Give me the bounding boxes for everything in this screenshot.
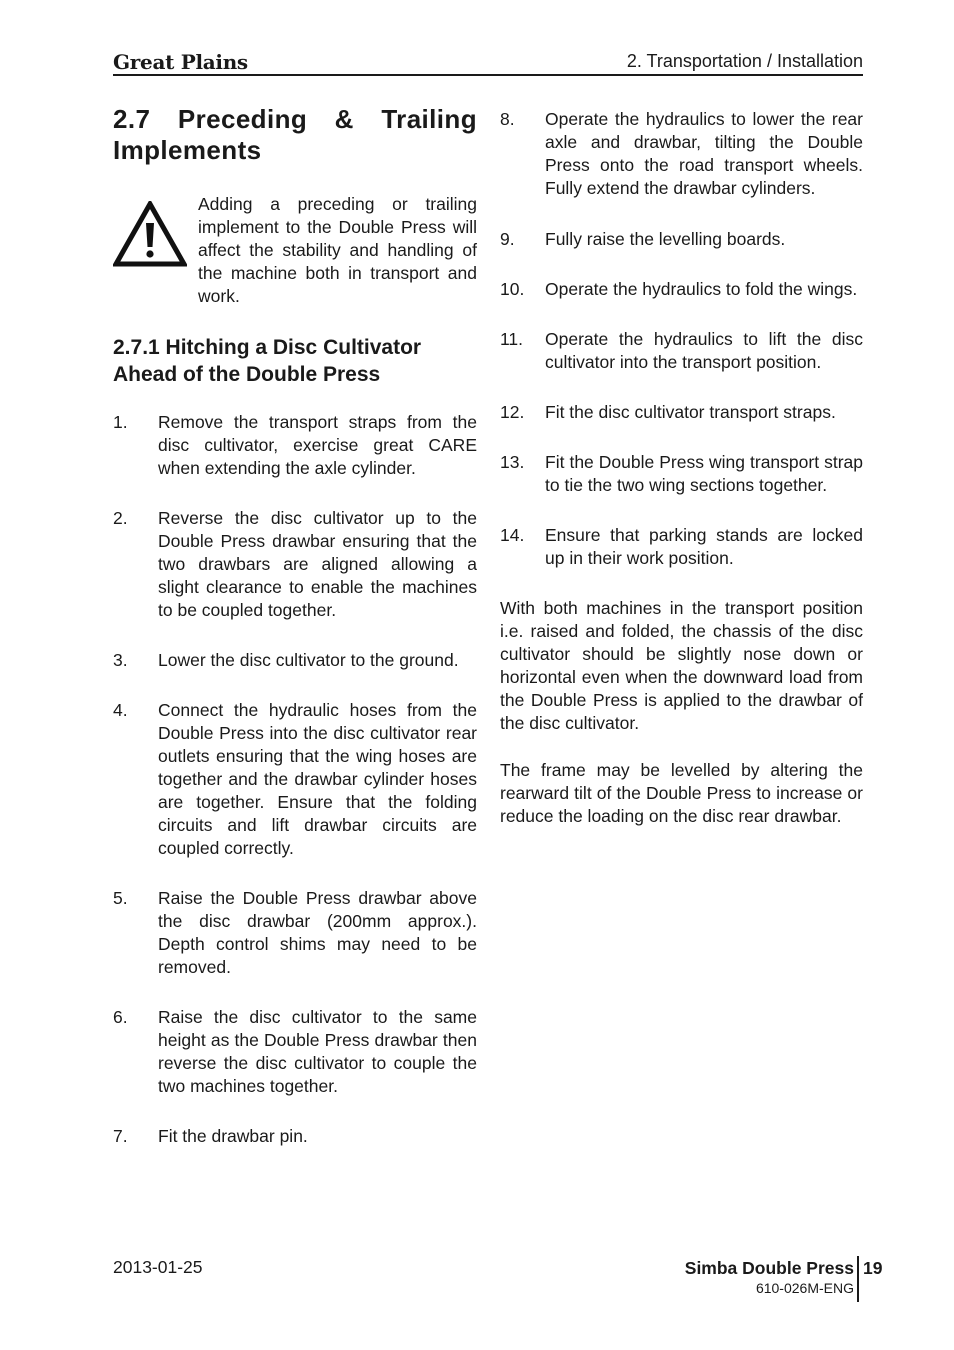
left-column	[113, 104, 477, 1148]
step-number: 14.	[500, 525, 525, 545]
warning-text: Adding a preceding or trailing implement to the Double Press will affect the stability and handling of the machine both in transport and work.	[198, 194, 477, 306]
right-column	[500, 108, 863, 828]
list-item	[113, 887, 477, 979]
list-item	[500, 524, 863, 570]
step-text: Lower the disc cultivator to the ground.	[158, 650, 459, 670]
steps-list-right	[500, 108, 863, 570]
list-item	[113, 1125, 477, 1148]
step-text: Fully raise the levelling boards.	[545, 229, 786, 249]
warning-triangle-icon	[113, 201, 187, 267]
section-title: 2.7 Preceding & Trailing Implements	[113, 104, 477, 165]
step-number: 4.	[113, 700, 128, 720]
step-text: Operate the hydraulics to fold the wings.	[545, 279, 858, 299]
step-number: 10.	[500, 279, 525, 299]
step-number: 11.	[500, 329, 524, 349]
step-number: 9.	[500, 229, 515, 249]
step-number: 12.	[500, 402, 525, 422]
footer-divider	[857, 1256, 859, 1302]
step-text: Connect the hydraulic hoses from the Double Press into the disc cultivator rear outlets ensuring that the wing hoses are together and the drawbar cylinder hoses are together. Ensure that the folding circuits and lift drawbar circuits are coupled correctly.	[158, 700, 477, 858]
subsection-title: 2.7.1 Hitching a Disc Cultivator Ahead of the Double Press	[113, 336, 422, 386]
list-item	[500, 401, 863, 424]
brand-logo: Great Plains	[113, 50, 248, 74]
list-item	[500, 451, 863, 497]
step-text: Fit the drawbar pin.	[158, 1126, 308, 1146]
list-item	[113, 649, 477, 672]
step-number: 5.	[113, 888, 128, 908]
step-text: Raise the disc cultivator to the same height as the Double Press drawbar then reverse the disc cultivator to couple the two machines together.	[158, 1007, 477, 1096]
list-item	[500, 108, 863, 200]
step-text: Fit the Double Press wing transport strap to tie the two wing sections together.	[545, 452, 863, 495]
list-item	[113, 507, 477, 622]
footer-date: 2013-01-25	[113, 1257, 203, 1277]
list-item	[113, 411, 477, 480]
warning-block	[113, 193, 477, 315]
step-number: 2.	[113, 508, 128, 528]
body-paragraph: The frame may be levelled by altering the rearward tilt of the Double Press to increase or reduce the loading on the disc rear drawbar.	[500, 760, 863, 826]
list-item	[113, 699, 477, 860]
list-item	[500, 228, 863, 251]
list-item	[500, 328, 863, 374]
step-text: Operate the hydraulics to lift the disc cultivator into the transport position.	[545, 329, 863, 372]
step-number: 8.	[500, 109, 515, 129]
footer-doc-code: 610-026M-ENG	[755, 1280, 854, 1296]
step-number: 3.	[113, 650, 128, 670]
step-number: 13.	[500, 452, 525, 472]
header-divider	[113, 74, 863, 76]
step-number: 6.	[113, 1007, 128, 1027]
steps-list-left	[113, 411, 477, 1148]
step-text: Raise the Double Press drawbar above the disc drawbar (200mm approx.). Depth control shims may need to be removed.	[158, 888, 477, 977]
step-text: Ensure that parking stands are locked up in their work position.	[545, 525, 863, 568]
list-item	[500, 278, 863, 301]
footer-product-title: Simba Double Press	[684, 1258, 854, 1278]
step-text: Reverse the disc cultivator up to the Double Press drawbar ensuring that the two drawbars are aligned allowing a slight clearance to enable the machines to be coupled together.	[158, 508, 477, 620]
step-text: Remove the transport straps from the disc cultivator, exercise great CARE when extending the axle cylinder.	[158, 412, 477, 478]
header-section-title: 2. Transportation / Installation	[626, 51, 863, 71]
step-number: 7.	[113, 1126, 128, 1146]
step-text: Operate the hydraulics to lower the rear axle and drawbar, tilting the Double Press onto the road transport wheels. Fully extend the drawbar cylinders.	[545, 109, 863, 198]
page-number: 19	[863, 1258, 883, 1278]
body-paragraph: With both machines in the transport position i.e. raised and folded, the chassis of the disc cultivator should be slightly nose down or horizontal even when the downward load from the Double Press is applied to the drawbar of the disc cultivator.	[500, 598, 863, 733]
list-item	[113, 1006, 477, 1098]
step-number: 1.	[113, 412, 128, 432]
step-text: Fit the disc cultivator transport straps.	[545, 402, 836, 422]
